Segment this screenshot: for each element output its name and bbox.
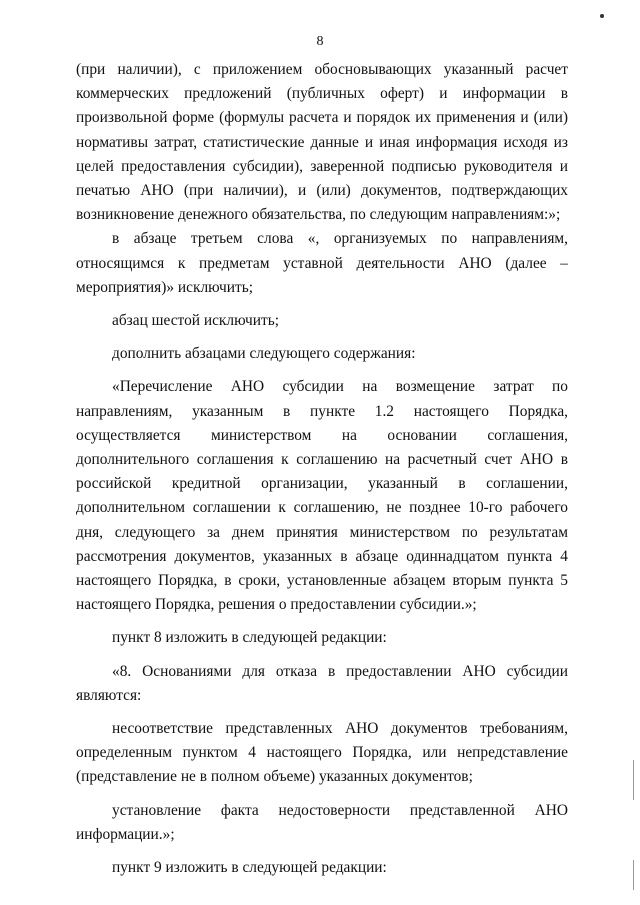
- document-body: [76, 58, 568, 880]
- paragraph: «Перечисление АНО субсидии на возмещение затрат по направлениям, указанным в пункте 1.2 настоящего Порядка, осуществляется министерством на основании соглашения, дополнительного соглашения к соглашению на расчетный счет АНО в российской кредитной организации, указанный в соглашении, дополнительном соглашении к соглашению, не позднее 10-го рабочего дня, следующего за днем принятия министерством по результатам рассмотрения документов, указанных в абзаце одиннадцатом пункта 4 настоящего Порядка, в сроки, установленные абзацем вторым пункта 5 настоящего Порядка, решения о предоставлении субсидии.»;: [76, 378, 568, 614]
- paragraph: дополнить абзацами следующего содержания:: [112, 345, 416, 363]
- scan-edge-mark: [633, 760, 634, 800]
- paragraph: в абзаце третьем слова «, организуемых по направлениям, относящимся к предметам уставной деятельности АНО (далее – мероприятия)» исключить;: [76, 230, 568, 296]
- paragraph: несоответствие представленных АНО документов требованиям, определенным пунктом 4 настоящего Порядка, или непредставление (представление не в полном объеме) указанных документов;: [76, 720, 568, 786]
- paragraph: «8. Основаниями для отказа в предоставлении АНО субсидии являются:: [76, 662, 568, 704]
- paragraph: пункт 8 изложить в следующей редакции:: [112, 629, 387, 647]
- paragraph: пункт 9 изложить в следующей редакции:: [112, 859, 387, 877]
- paragraph: абзац шестой исключить;: [112, 312, 279, 330]
- paragraph: (при наличии), с приложением обосновывающих указанный расчет коммерческих предложений (публичных оферт) и информации в произвольной форме (формулы расчета и порядок их применения и (или) нормативы затрат, статистические данные и иная информация исходя из целей предоставления субсидии), заверенной подписью руководителя и печатью АНО (при наличии), и (или) документов, подтверждающих возникновение денежного обязательства, по следующим направлениям:»;: [76, 61, 568, 224]
- scan-dot-mark: [600, 14, 604, 18]
- page-number: 8: [316, 34, 324, 49]
- scan-edge-mark: [633, 860, 634, 890]
- paragraph: установление факта недостоверности представленной АНО информации.»;: [76, 801, 568, 843]
